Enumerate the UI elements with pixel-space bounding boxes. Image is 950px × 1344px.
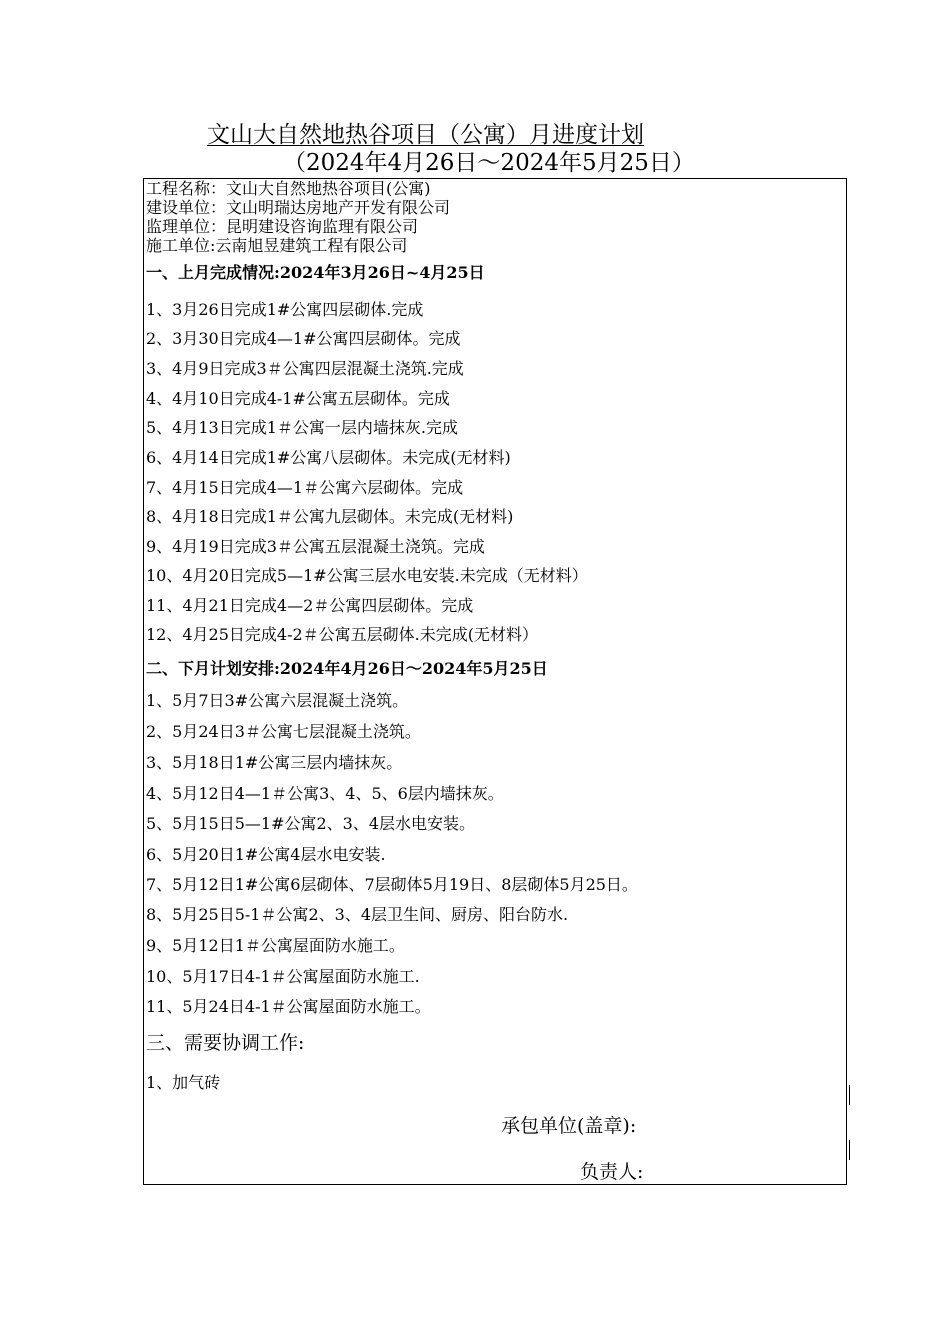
section2-heading: 二、下月计划安排:2024年4月26日～2024年5月25日 bbox=[146, 659, 548, 678]
list-item: 9、5月12日1＃公寓屋面防水施工。 bbox=[146, 936, 405, 955]
list-item: 3、4月9日完成3＃公寓四层混凝土浇筑.完成 bbox=[146, 359, 464, 378]
list-item: 10、4月20日完成5—1#公寓三层水电安装.未完成（无材料） bbox=[146, 566, 588, 585]
list-item: 9、4月19日完成3＃公寓五层混凝土浇筑。完成 bbox=[146, 537, 485, 556]
document-title: 文山大自然地热谷项目（公寓）月进度计划 bbox=[207, 122, 644, 148]
list-item: 5、5月15日5—1#公寓2、3、4层水电安装。 bbox=[146, 814, 476, 833]
list-item: 6、4月14日完成1#公寓八层砌体。未完成(无材料) bbox=[146, 448, 511, 467]
list-item: 2、5月24日3＃公寓七层混凝土浇筑。 bbox=[146, 722, 421, 741]
contractor-seal-label: 承包单位(盖章): bbox=[501, 1115, 637, 1137]
list-item: 12、4月25日完成4-2＃公寓五层砌体.未完成(无材料） bbox=[146, 625, 538, 644]
list-item: 4、4月10日完成4-1#公寓五层砌体。完成 bbox=[146, 389, 450, 408]
list-item: 8、4月18日完成1＃公寓九层砌体。未完成(无材料) bbox=[146, 507, 514, 526]
supervision-unit: 监理单位：昆明建设咨询监理有限公司 bbox=[146, 217, 419, 236]
list-item: 7、5月12日1#公寓6层砌体、7层砌体5月19日、8层砌体5月25日。 bbox=[146, 875, 638, 894]
list-item: 10、5月17日4-1＃公寓屋面防水施工. bbox=[146, 967, 420, 986]
list-item: 1、5月7日3#公寓六层混凝土浇筑。 bbox=[146, 691, 409, 710]
section3-heading: 三、需要协调工作: bbox=[146, 1032, 305, 1054]
construction-unit: 施工单位:云南旭昱建筑工程有限公司 bbox=[146, 236, 408, 255]
section1-heading: 一、上月完成情况:2024年3月26日~4月25日 bbox=[146, 263, 485, 282]
list-item: 8、5月25日5-1＃公寓2、3、4层卫生间、厨房、阳台防水. bbox=[146, 905, 569, 924]
responsible-person-label: 负责人: bbox=[580, 1161, 644, 1183]
list-item: 3、5月18日1#公寓三层内墙抹灰。 bbox=[146, 753, 403, 772]
list-item: 1、加气砖 bbox=[146, 1073, 221, 1092]
list-item: 6、5月20日1#公寓4层水电安装. bbox=[146, 845, 386, 864]
project-name: 工程名称：文山大自然地热谷项目(公寓) bbox=[146, 179, 431, 198]
list-item: 2、3月30日完成4—1#公寓四层砌体。完成 bbox=[146, 329, 461, 348]
list-item: 11、5月24日4-1＃公寓屋面防水施工。 bbox=[146, 997, 431, 1016]
table-right-tick bbox=[849, 1085, 850, 1105]
list-item: 7、4月15日完成4—1＃公寓六层砌体。完成 bbox=[146, 478, 464, 497]
table-right-tick bbox=[849, 1140, 850, 1160]
list-item: 11、4月21日完成4—2＃公寓四层砌体。完成 bbox=[146, 596, 474, 615]
list-item: 5、4月13日完成1＃公寓一层内墙抹灰.完成 bbox=[146, 418, 458, 437]
document-date-range: （2024年4月26日～2024年5月25日） bbox=[283, 148, 807, 179]
owner-unit: 建设单位：文山明瑞达房地产开发有限公司 bbox=[146, 198, 451, 217]
list-item: 1、3月26日完成1#公寓四层砌体.完成 bbox=[146, 300, 424, 319]
list-item: 4、5月12日4—1＃公寓3、4、5、6层内墙抹灰。 bbox=[146, 784, 504, 803]
